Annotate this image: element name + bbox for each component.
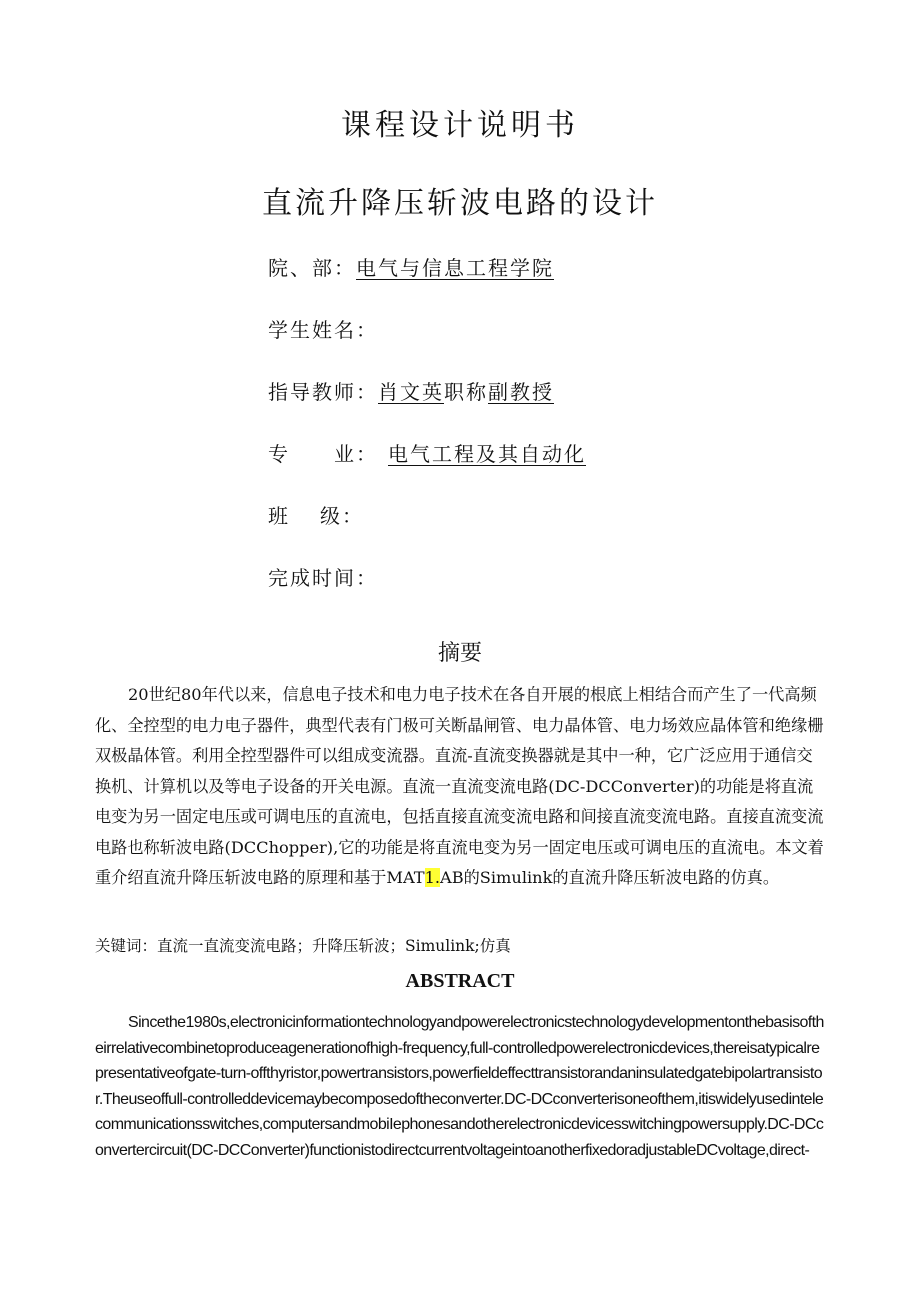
class-field: [268, 500, 364, 529]
student-name-label: 学生姓名：: [268, 318, 378, 342]
advisor-title-label: 职称: [444, 380, 488, 404]
advisor-title-value: 副教授: [488, 380, 554, 404]
finish-time-field: [268, 562, 378, 591]
abstract-text-part1: 20世纪80年代以来，信息电子技术和电力电子技术在各自开展的根底上相结合而产生了一代高频化、全控型的电力电子器件，典型代表有门极可关断晶闸管、电力晶体管、电力场效应晶体管和绝缘栅双极晶体管。利用全控型器件可以组成变流器。直流-直流变换器就是其中一种，它广泛应用于通信交换机、计算机以及等电子设备的开关电源。直流一直流变流电路(DC-DCConverter)的功能是将直流电变为另一固定电压或可调电压的直流电，包括直接直流变流电路和间接直流变流电路。直接直流变流电路也称斩波电路(DCChopper),它的功能是将直流电变为另一固定电压或可调电压的直流电。本文着重介绍直流升降压斩波电路的原理和基于MAT: [95, 685, 824, 887]
department-label: 院、部：: [268, 256, 356, 280]
advisor-label: 指导教师：: [268, 380, 378, 404]
major-value: 电气工程及其自动化: [388, 442, 586, 466]
document-title: 课程设计说明书: [341, 108, 579, 143]
major-field: [268, 438, 586, 467]
english-abstract-heading: ABSTRACT: [405, 970, 515, 992]
class-label-first: 班: [268, 504, 290, 528]
project-title: 直流升降压斩波电路的设计: [262, 186, 658, 221]
department-field: [268, 252, 554, 281]
major-label-first: 专: [268, 442, 290, 466]
abstract-heading: 摘要: [437, 641, 482, 666]
major-label-second: 业：: [334, 442, 378, 466]
finish-time-label: 完成时间：: [268, 566, 378, 590]
class-label-second: 级：: [320, 504, 364, 528]
english-abstract-body: Sincethe1980s,electronicinformationtechnologyandpowerelectronicstechnologydevelopmentonthebasisoftheirrelativecombinetoproduceagenerationofhigh-frequency,full-controlledpowerelectronicdevices,thereisatypicalrepresentativeofgate-turn-offthyristor,powertransistors,powerfieldeffecttransistorandaninsulatedgatebipolartransistor.Theuseoffull-controlleddevicemaybecomposedoftheconverter.DC-DCconverterisoneofthem,itiswidelyusedintelecommunicationsswitches,computersandmobiIephonesandotherelectronicdevicesswitchingpowersupply.DC-DCconvertercircuit(DC-DCConverter)functionistodirectcurrentvoltageintoanotherfixedoradjustableDCvoltage,direct-: [95, 1014, 824, 1159]
advisor-value: 肖文英: [378, 380, 444, 404]
abstract-text-part2: AB的Simulink的直流升降压斩波电路的仿真。: [440, 868, 780, 887]
highlighted-text: 1.: [424, 868, 441, 887]
abstract-body: [95, 680, 827, 894]
department-value: 电气与信息工程学院: [356, 256, 554, 280]
student-name-field: [268, 314, 378, 343]
advisor-field: [268, 376, 554, 405]
keywords-line: 关键词：直流一直流变流电路；升降压斩波；Simulink;仿真: [95, 937, 511, 955]
